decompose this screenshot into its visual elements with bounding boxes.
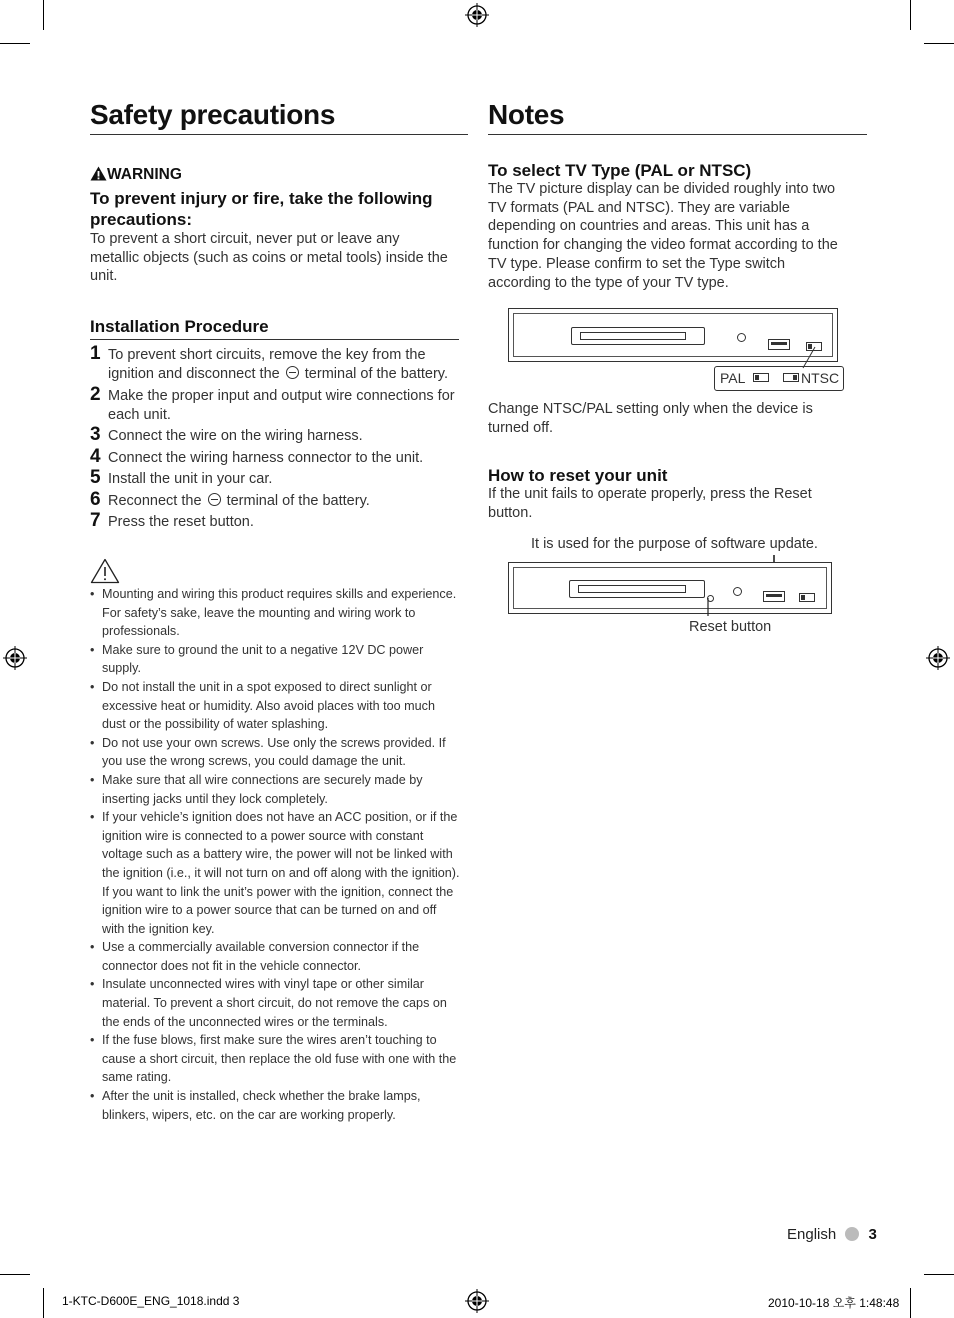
warning-triangle-icon — [90, 166, 107, 181]
aux-jack-icon — [737, 333, 746, 342]
crop-mark — [43, 1288, 44, 1318]
title-rule — [90, 134, 468, 135]
note-item: • Mounting and wiring this product requires skills and experience. For safety’s sake, leave the mounting and wiring work to professionals. — [90, 585, 462, 641]
crop-mark — [43, 0, 44, 30]
step-text: To prevent short circuits, remove the key from the ignition and disconnect the — [108, 347, 426, 382]
step-text: Connect the wiring harness connector to the unit. — [108, 449, 424, 466]
switch-detail-box — [714, 366, 844, 391]
reset-text: If the unit fails to operate properly, press the Reset button. — [488, 486, 812, 521]
tv-type-heading: To select TV Type (PAL or NTSC) — [488, 161, 752, 180]
step-number: 6 — [90, 488, 101, 510]
switch-pal-icon — [753, 373, 769, 382]
page-dot-icon — [845, 1227, 859, 1241]
step-number: 1 — [90, 343, 101, 364]
aux-jack-icon — [733, 587, 742, 596]
note-item: • Insulate unconnected wires with vinyl tape or other similar material. To prevent a short circuit, do not remove the caps on the ends of the unconnected wires or the terminals. — [90, 975, 462, 1031]
device-front-panel — [508, 308, 838, 362]
note-item: • If your vehicle’s ignition does not have an ACC position, or if the ignition wire is connected to a power source with constant voltage such as a battery wire, the power will not be linked with the ignition (i.e., it will not turn on and off along with the ignition). If you want to link the unit’s power with the ignition, connect the ignition wire to a power source that can be turned on and off with the ignition key. — [90, 808, 462, 938]
crop-mark — [924, 1274, 954, 1275]
pal-label: PAL — [720, 370, 746, 386]
note-item: • Make sure to ground the unit to a negative 12V DC power supply. — [90, 641, 462, 678]
caution-notes — [90, 585, 462, 1124]
step-number: 7 — [90, 510, 101, 531]
step-item — [90, 343, 462, 384]
page-number: 3 — [868, 1226, 877, 1243]
installation-heading: Installation Procedure — [90, 317, 269, 336]
type-switch-icon — [799, 593, 815, 602]
step-item — [90, 510, 462, 532]
step-item — [90, 445, 462, 468]
step-text: Make the proper input and output wire connections for each unit. — [108, 387, 455, 423]
device-front-panel — [508, 562, 832, 614]
crop-mark — [0, 1274, 30, 1275]
crop-mark — [910, 1288, 911, 1318]
step-text: Install the unit in your car. — [108, 471, 273, 487]
usb-port-icon — [763, 591, 785, 602]
tv-type-text: The TV picture display can be divided roughly into two TV formats (PAL and NTSC). They are variable depending on countries and areas. This unit has a function for changing the video format according to the TV type. Please confirm to set the Type switch according to the type of your TV type. — [488, 181, 838, 291]
disc-slot — [571, 327, 705, 345]
step-item — [90, 467, 462, 489]
usb-port-icon — [768, 339, 790, 350]
registration-mark-icon — [926, 646, 950, 670]
step-number: 3 — [90, 424, 101, 445]
step-text: terminal of the battery. — [304, 366, 448, 382]
note-item: • Use a commercially available conversion connector if the connector does not fit in the vehicle connector. — [90, 938, 462, 975]
step-number: 2 — [90, 383, 101, 405]
minus-terminal-icon — [208, 493, 221, 506]
usb-caption: It is used for the purpose of software update. — [531, 536, 818, 552]
step-text: Reconnect the — [108, 492, 202, 509]
warning-heading: To prevent injury or fire, take the following precautions: — [90, 189, 433, 229]
note-item: • After the unit is installed, check whether the brake lamps, blinkers, wipers, etc. on the car are working properly. — [90, 1087, 462, 1124]
installation-steps — [90, 343, 462, 535]
notes-title: Notes — [488, 99, 565, 130]
warning-label-text: WARNING — [107, 166, 182, 183]
footer-date: 2010-10-18 오후 1:48:48 — [768, 1296, 900, 1310]
footer-file: 1-KTC-D600E_ENG_1018.indd 3 — [62, 1294, 240, 1308]
crop-mark — [910, 0, 911, 30]
warning-text: To prevent a short circuit, never put or leave any metallic objects (such as coins or metal tools) inside the unit. — [90, 231, 448, 285]
step-number: 5 — [90, 467, 101, 488]
note-item: • Do not install the unit in a spot exposed to direct sunlight or excessive heat or humidity. Also avoid places with too much dust or the possibility of water splashing. — [90, 678, 462, 734]
crop-mark — [0, 43, 30, 44]
disc-slot — [569, 580, 705, 598]
reset-heading: How to reset your unit — [488, 466, 668, 485]
switch-ntsc-icon — [783, 373, 799, 382]
note-item: • Do not use your own screws. Use only the screws provided. If you use the wrong screws, you could damage the unit. — [90, 734, 462, 771]
caution-icon — [90, 558, 120, 584]
step-item — [90, 424, 462, 446]
note-item: • Make sure that all wire connections are securely made by inserting jacks until they lock completely. — [90, 771, 462, 808]
registration-mark-icon — [465, 3, 489, 27]
crop-mark — [924, 43, 954, 44]
safety-title: Safety precautions — [90, 99, 336, 130]
reset-callout-line — [704, 598, 712, 618]
step-item — [90, 383, 462, 425]
minus-terminal-icon — [286, 366, 299, 379]
warning-label — [90, 166, 182, 184]
reset-caption: Reset button — [689, 619, 772, 635]
step-text: Connect the wire on the wiring harness. — [108, 428, 363, 444]
title-rule — [488, 134, 867, 135]
ntsc-label: NTSC — [801, 370, 840, 386]
slot-opening — [580, 332, 686, 340]
registration-mark-icon — [3, 646, 27, 670]
step-item — [90, 488, 462, 511]
slot-opening — [578, 585, 686, 593]
step-text: Press the reset button. — [108, 514, 254, 530]
step-text: terminal of the battery. — [226, 492, 370, 509]
step-number: 4 — [90, 445, 101, 467]
language-label: English — [787, 1226, 837, 1243]
registration-mark-icon — [465, 1289, 489, 1313]
change-setting-text: Change NTSC/PAL setting only when the device is turned off. — [488, 401, 813, 436]
installation-rule — [90, 339, 459, 340]
page-language — [787, 1226, 877, 1243]
note-item: • If the fuse blows, first make sure the wires aren’t touching to cause a short circuit, then replace the old fuse with one with the same rating. — [90, 1031, 462, 1087]
